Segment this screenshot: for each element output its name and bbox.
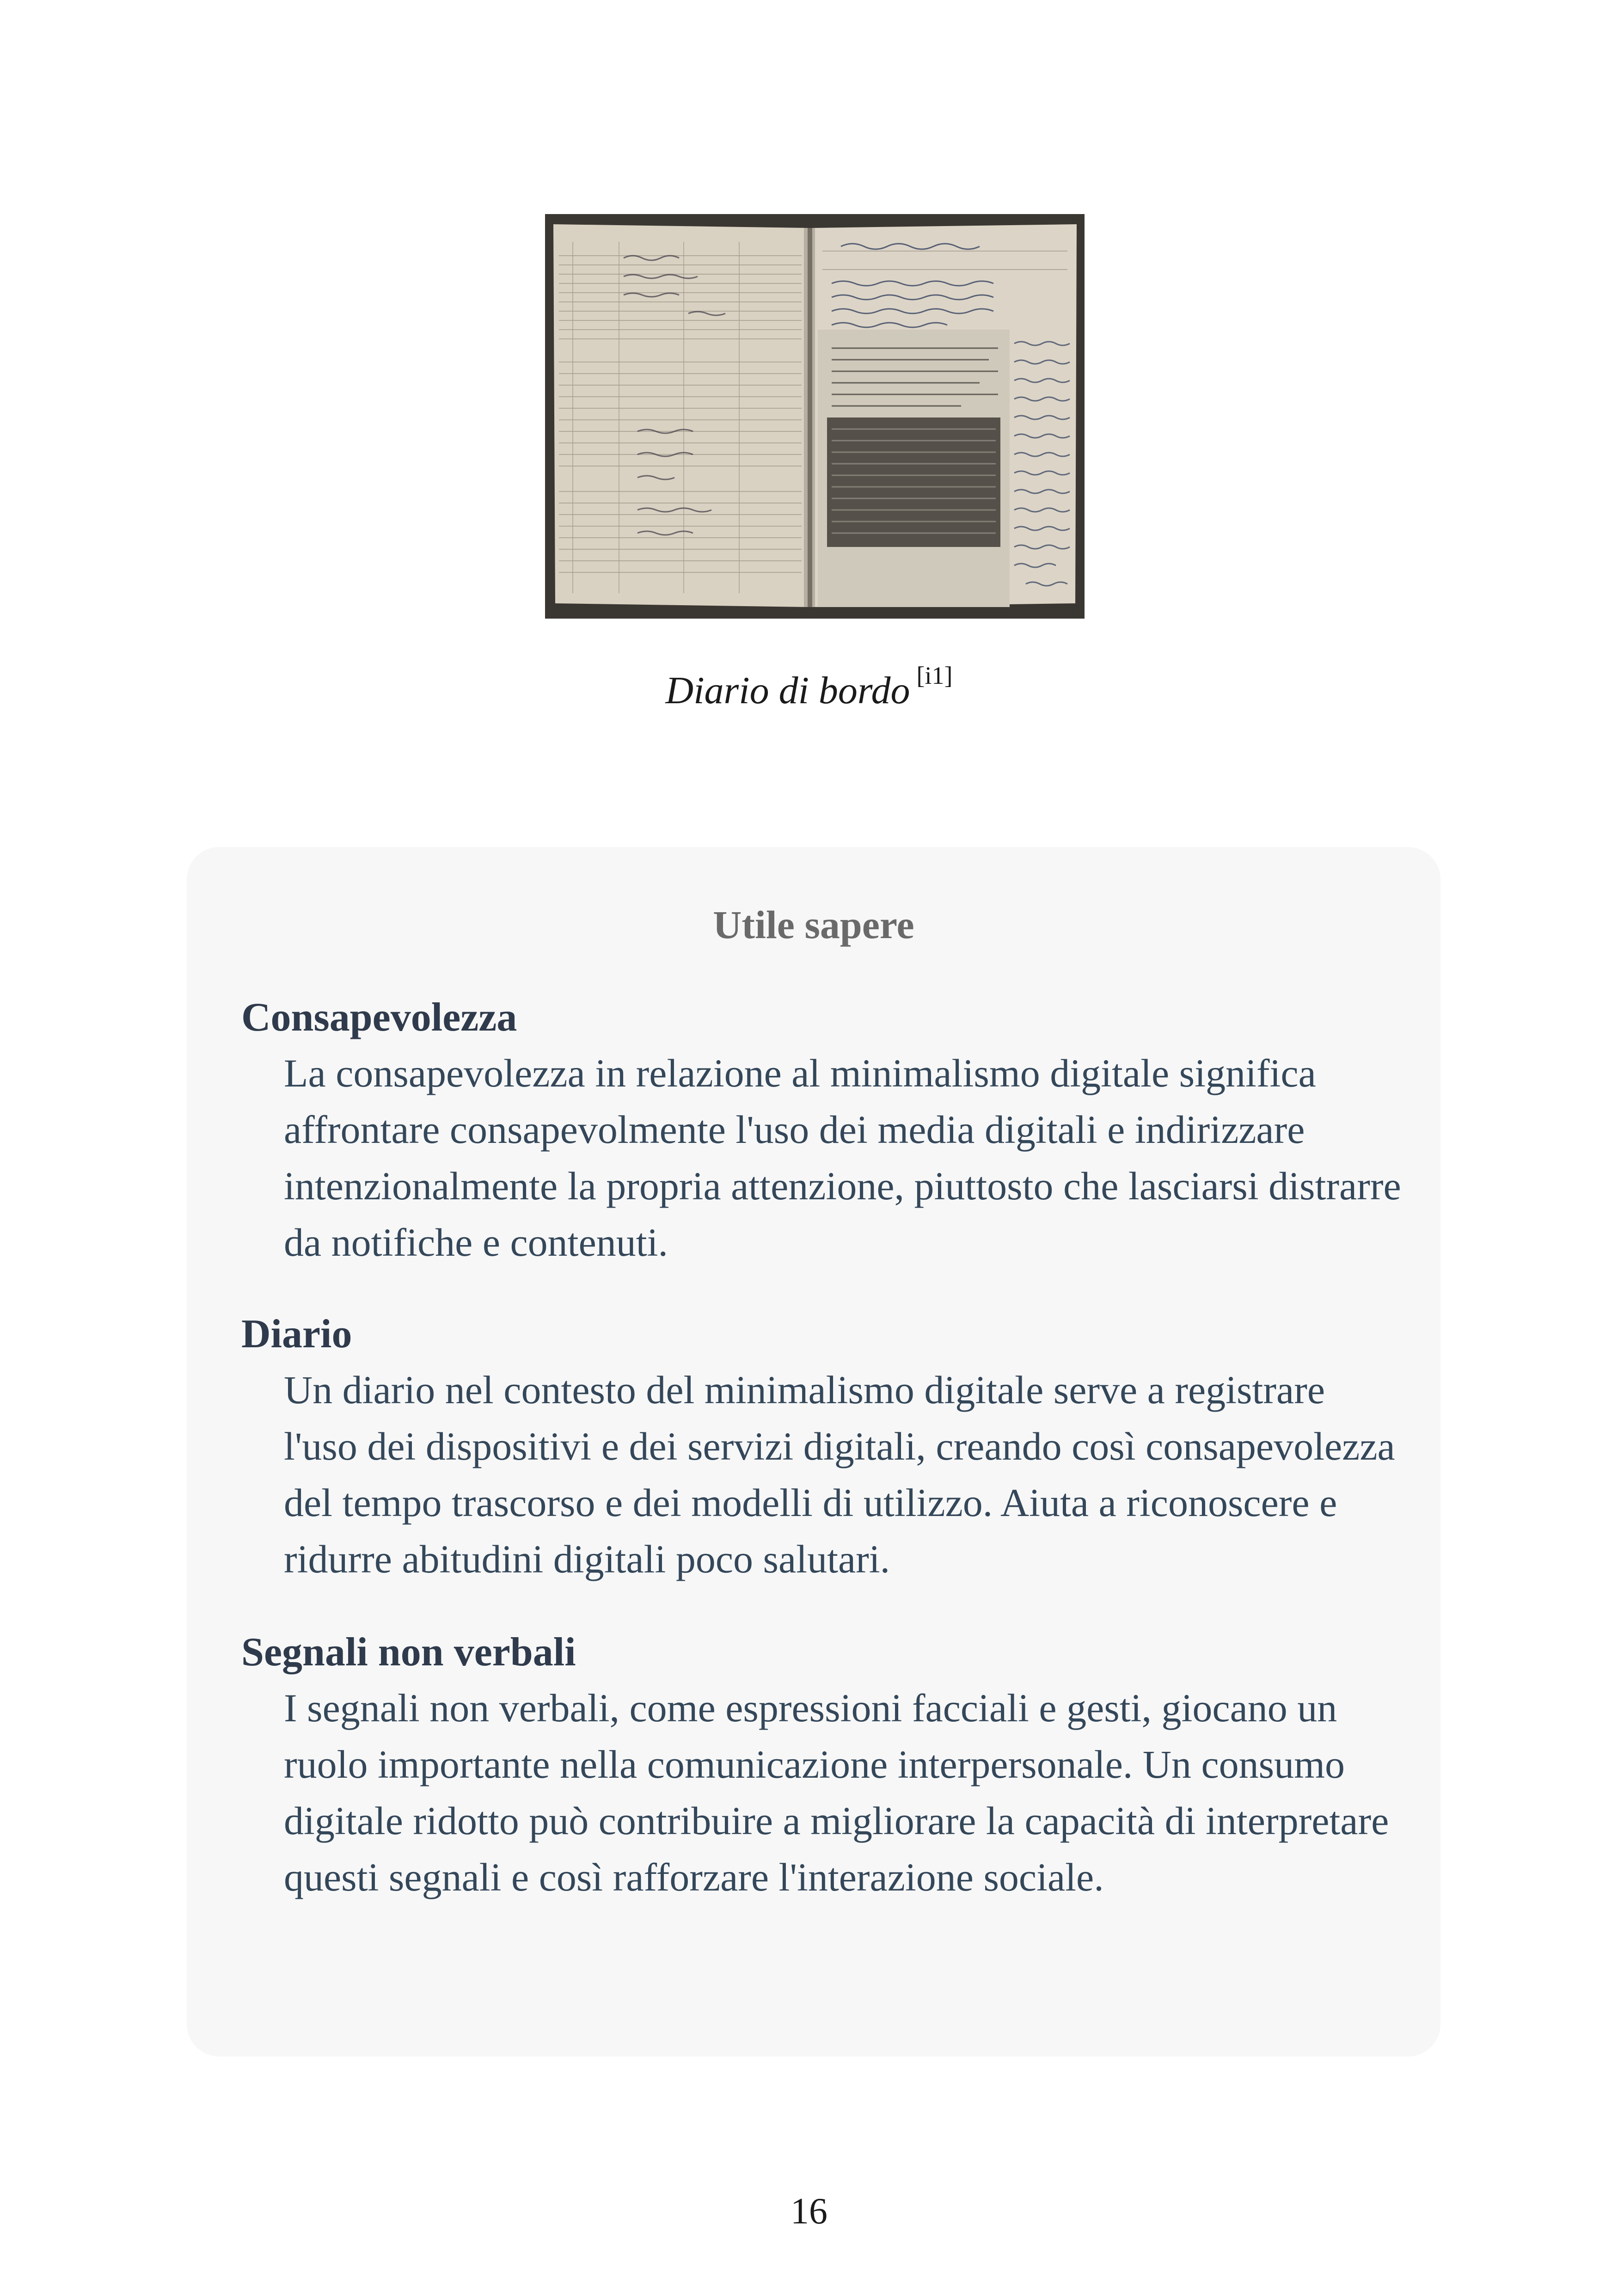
caption-reference: [i1] [916, 662, 953, 689]
info-box-title: Utile sapere [713, 902, 914, 947]
glossary-definition: Un diario nel contesto del minimalismo digitale serve a registrare l'uso dei dispositivi e dei servizi digitali, creando così consapevolezza del tempo trascorso e dei modelli di utilizzo. Aiuta a riconoscere e ridurre abitudini digitali poco salutari. [284, 1368, 1395, 1581]
logbook-photo-icon [545, 214, 1085, 619]
page-number: 16 [791, 2191, 827, 2232]
glossary-entry [241, 1625, 1406, 1905]
glossary-entry [241, 990, 1406, 1271]
glossary-definition: I segnali non verbali, come espressioni facciali e gesti, giocano un ruolo importante nella comunicazione interpersonale. Un consumo digitale ridotto può contribuire a migliorare la capacità di interpretare questi segnali e così rafforzare l'interazione sociale. [284, 1686, 1389, 1899]
glossary-term: Diario [241, 1312, 352, 1357]
logbook-photo [545, 214, 1085, 619]
info-box [187, 847, 1440, 2057]
glossary-entry [241, 1307, 1406, 1587]
glossary-term: Consapevolezza [241, 995, 517, 1040]
caption-text: Diario di bordo [665, 669, 910, 712]
glossary-definition: La consapevolezza in relazione al minimalismo digitale significa affrontare consapevolmente l'uso dei media digitali e indirizzare intenzionalmente la propria attenzione, piuttosto che lasciarsi distrarre da notifiche e contenuti. [284, 1051, 1401, 1265]
figure-caption [0, 661, 1618, 713]
glossary-term: Segnali non verbali [241, 1630, 576, 1675]
